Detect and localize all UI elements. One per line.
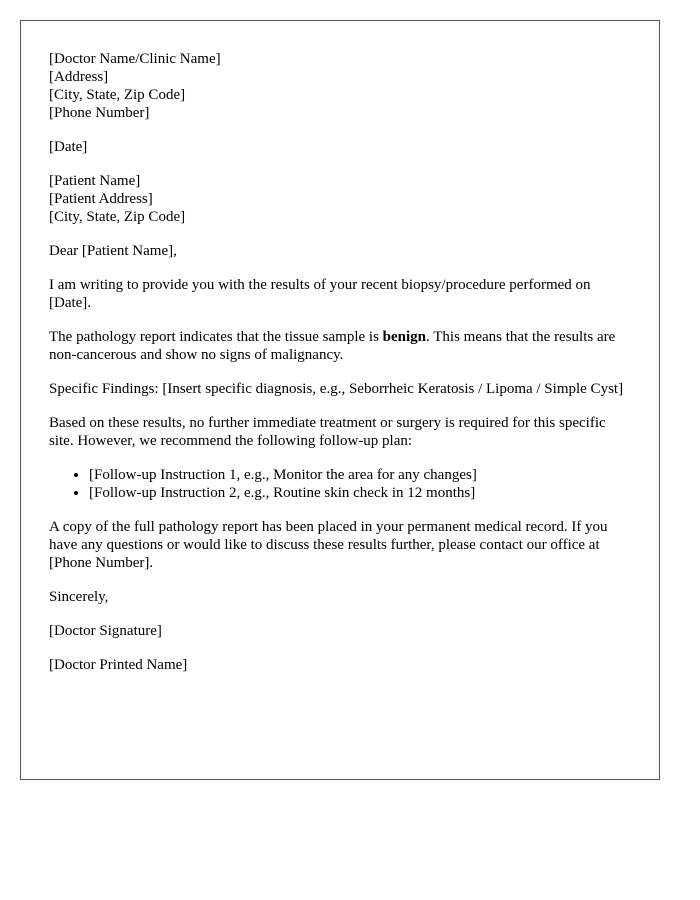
pathology-result-bold: benign [382, 329, 427, 345]
followup-item: • [Follow-up Instruction 1, e.g., Monitor the area for any changes] [89, 466, 631, 484]
recipient-city-state-zip: [City, State, Zip Code] [49, 209, 186, 225]
findings-paragraph: Specific Findings: [Insert specific diagnosis, e.g., Seborrheic Keratosis / Lipoma / Simple Cyst] [49, 381, 624, 397]
letter-date: [Date] [49, 139, 88, 155]
sender-address: [Address] [49, 69, 109, 85]
pathology-text-after: . This means that the results are non-cancerous and show no signs of malignancy. [49, 329, 616, 363]
closing-paragraph: A copy of the full pathology report has been placed in your permanent medical record. If you have any questions or would like to discuss these results further, please contact our office at [Phone Number]. [49, 519, 608, 571]
treatment-paragraph: Based on these results, no further immediate treatment or surgery is required for this specific site. However, we recommend the following follow-up plan: [49, 415, 606, 449]
doctor-signature: [Doctor Signature] [49, 623, 162, 639]
sender-city-state-zip: [City, State, Zip Code] [49, 87, 186, 103]
intro-paragraph: I am writing to provide you with the results of your recent biopsy/procedure performed on [Date]. [49, 277, 591, 311]
doctor-printed-name: [Doctor Printed Name] [49, 657, 188, 673]
recipient-name: [Patient Name] [49, 173, 141, 189]
pathology-paragraph [49, 328, 631, 364]
pathology-text-before: The pathology report indicates that the tissue sample is [49, 329, 383, 345]
sender-block [49, 50, 631, 122]
salutation: Dear [Patient Name], [49, 243, 177, 259]
recipient-block [49, 172, 631, 226]
recipient-address: [Patient Address] [49, 191, 153, 207]
sender-name: [Doctor Name/Clinic Name] [49, 51, 221, 67]
followup-item: • [Follow-up Instruction 2, e.g., Routine skin check in 12 months] [89, 484, 631, 502]
sender-phone: [Phone Number] [49, 105, 150, 121]
followup-list [49, 466, 631, 502]
signoff: Sincerely, [49, 589, 109, 605]
letter-page [20, 20, 660, 780]
